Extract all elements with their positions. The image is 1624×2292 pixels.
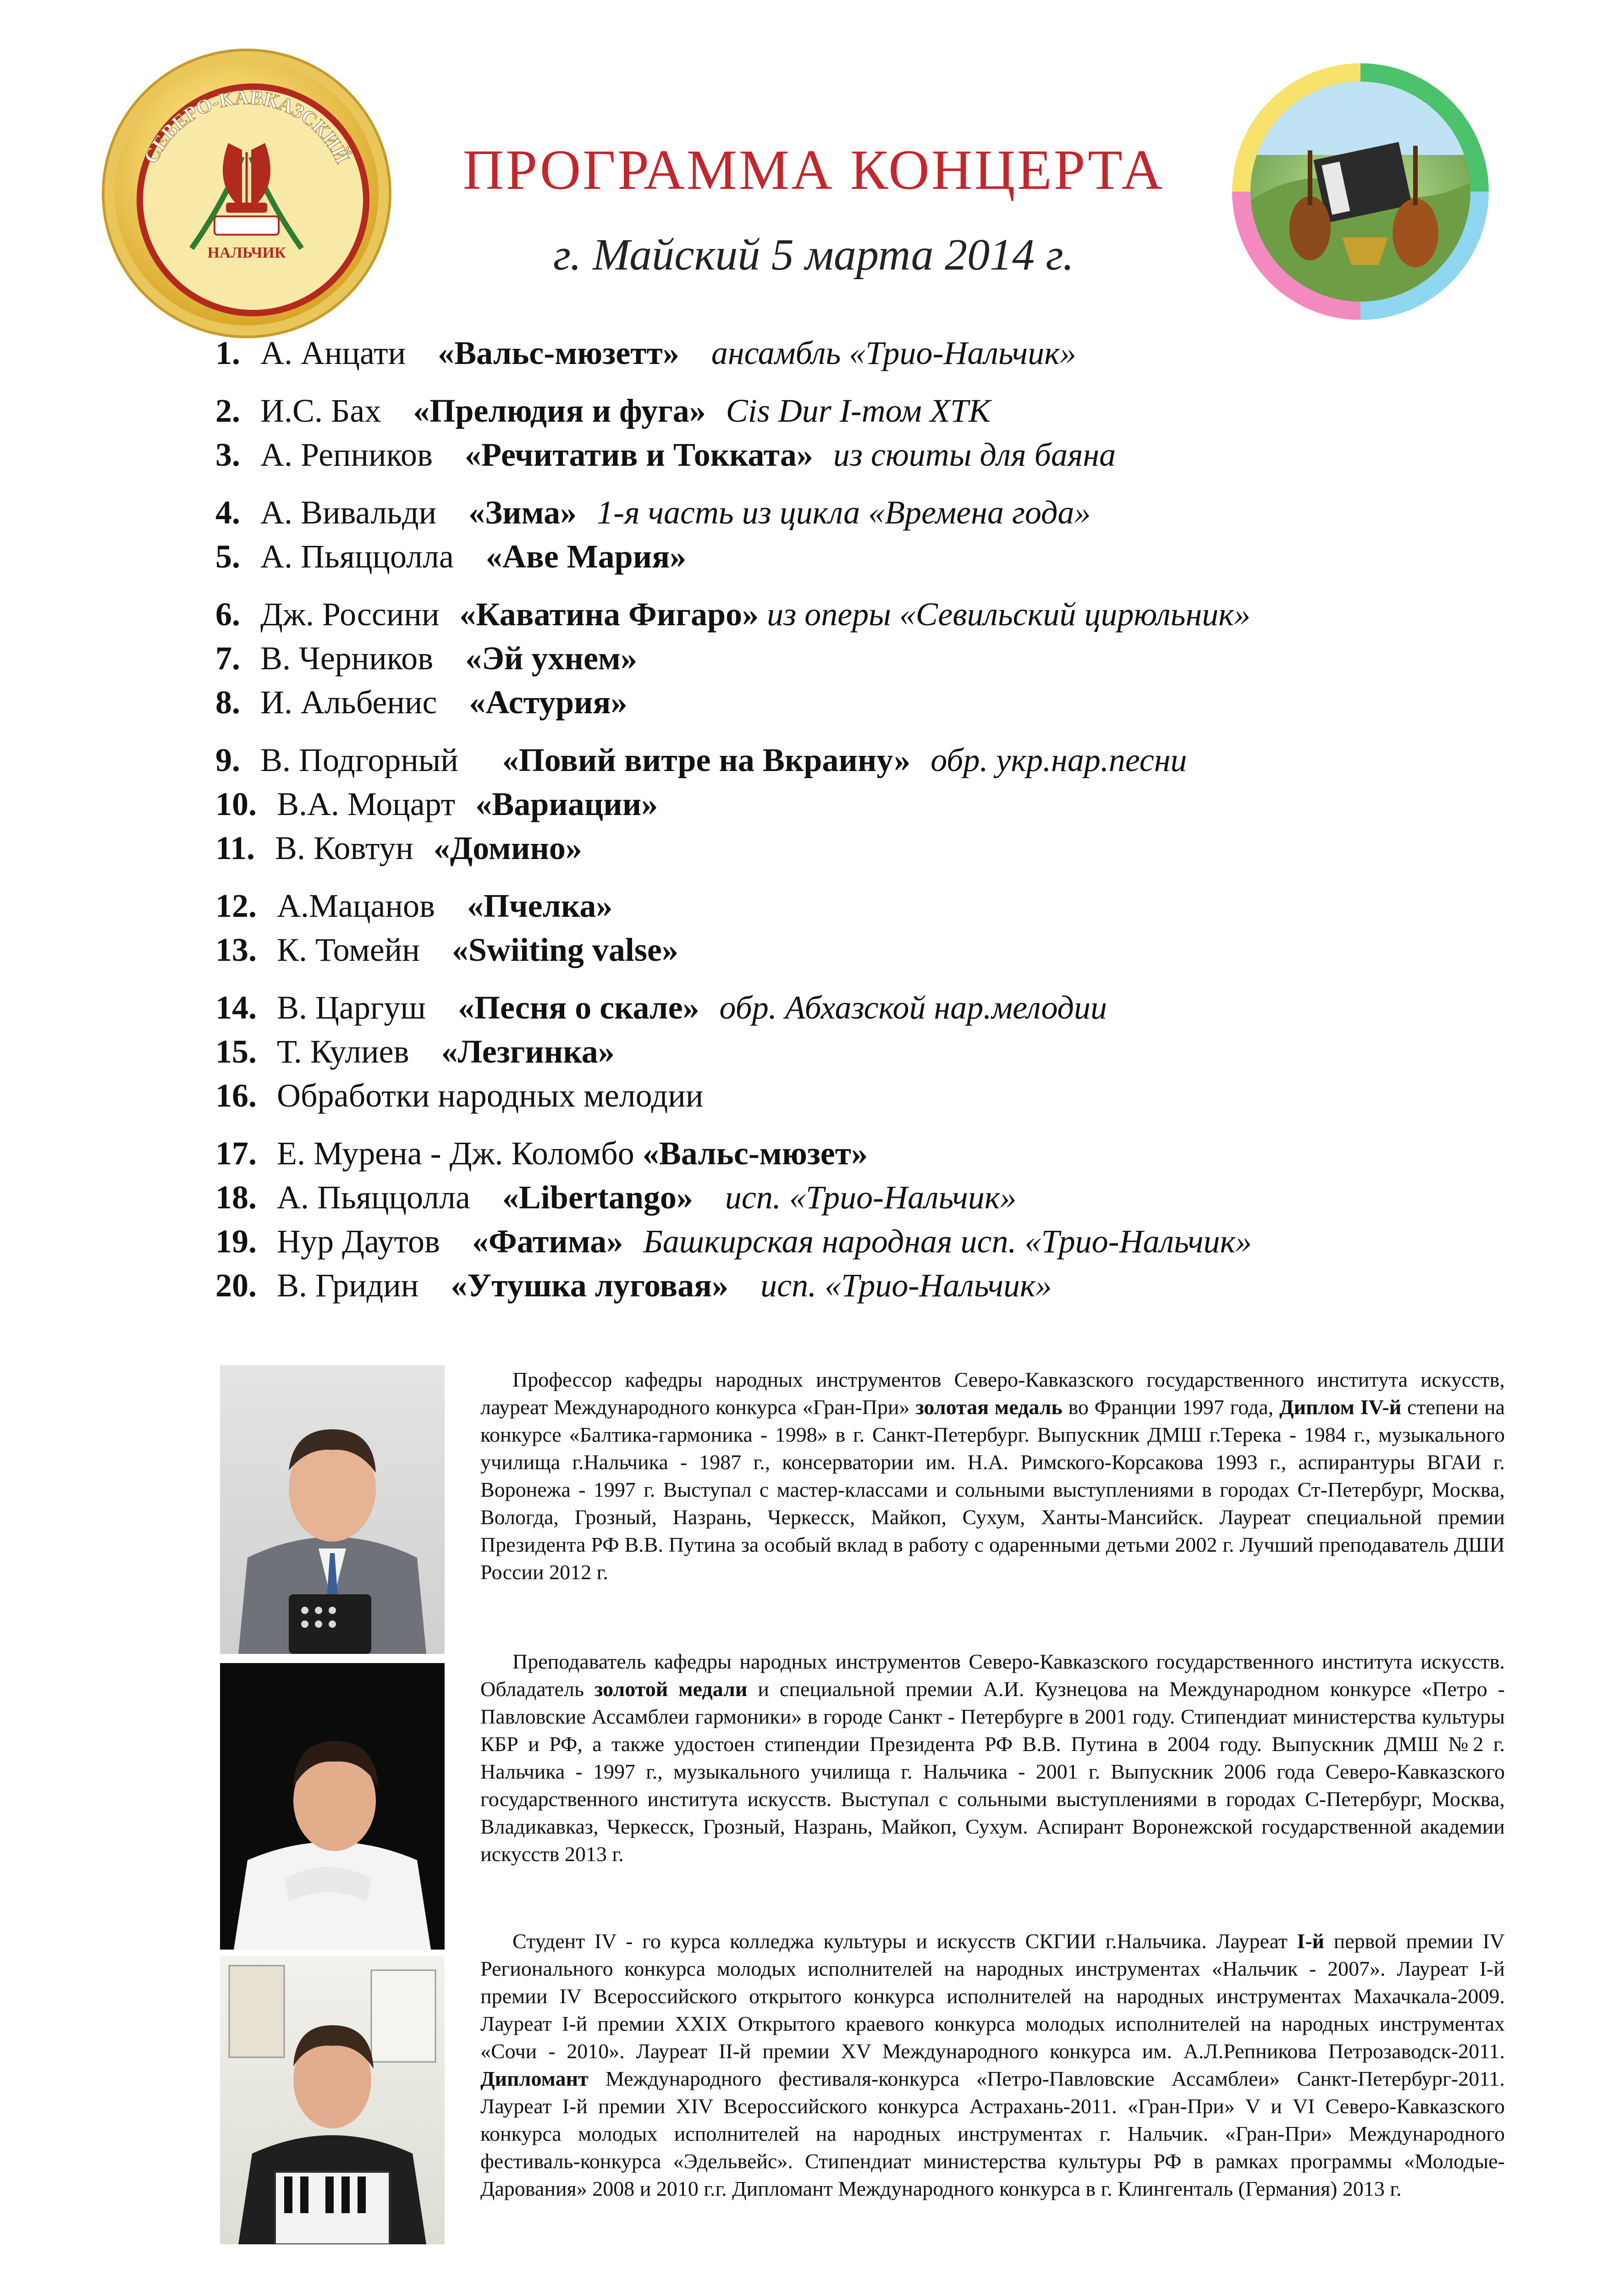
item-piece: «Зима» xyxy=(468,494,577,531)
svg-text:СЕВЕРО-КАВКАЗСКИЙ: СЕВЕРО-КАВКАЗСКИЙ xyxy=(139,86,354,167)
program-item xyxy=(215,1030,1545,1074)
svg-text:НАЛЬЧИК: НАЛЬЧИК xyxy=(207,244,286,261)
item-note: исп. «Трио-Нальчик» xyxy=(760,1267,1052,1304)
item-piece: «Пчелка» xyxy=(467,887,613,924)
item-piece: «Песня о скале» xyxy=(457,989,699,1026)
item-note: обр. укр.нар.песни xyxy=(930,742,1187,778)
concert-place-date: г. Майский 5 марта 2014 г. xyxy=(553,230,1074,280)
item-number: 1. xyxy=(215,335,240,371)
program-item xyxy=(215,433,1545,477)
bio-text: во Франции 1997 года, xyxy=(1062,1395,1280,1419)
bio-highlight: золотая медаль xyxy=(915,1395,1062,1419)
item-number: 14. xyxy=(215,989,257,1026)
item-number: 10. xyxy=(215,786,257,822)
festival-emblem xyxy=(1232,63,1489,320)
emblem-lettering xyxy=(105,51,389,336)
bio-paragraph-2 xyxy=(480,1648,1505,1868)
performer-photo-3 xyxy=(220,1956,445,2244)
bio-highlight: Диплом IV-й xyxy=(1279,1395,1402,1419)
item-composer: Нур Даутов xyxy=(277,1223,440,1260)
program-item xyxy=(215,592,1545,636)
item-piece: «Эй ухнем» xyxy=(465,640,637,677)
item-composer: А. Пьяццолла xyxy=(260,538,454,575)
item-note: из сюиты для баяна xyxy=(833,436,1116,473)
bio-text: первой премии IV Регионального конкурса молодых исполнителей на народных инструментах «Нальчик - 2007». Лауреат I-й премии IV Всероссийского открытого конкурса исполнителей на народных инструментах Махачкала-2009. Лауреат I-й премии XXIX Открытого краевого конкурса молодых исполнителей на народных инструментах «Сочи - 2010». Лауреат II-й премии XV Международного конкурса им. А.Л.Репникова Петрозаводск-2011. xyxy=(480,1929,1505,2063)
page-title: ПРОГРАММА КОНЦЕРТА xyxy=(462,138,1165,201)
item-piece: «Swiiting valse» xyxy=(451,931,678,968)
item-number: 12. xyxy=(215,887,257,924)
bio-paragraph-1 xyxy=(480,1366,1505,1586)
item-piece: «Утушка луговая» xyxy=(451,1267,729,1304)
program-item xyxy=(215,1074,1545,1118)
item-piece: «Повий витре на Вкраину» xyxy=(502,742,911,778)
item-composer: А. Вивальди xyxy=(260,494,437,531)
item-composer: Т. Кулиев xyxy=(277,1033,409,1070)
item-composer: В. Ковтун xyxy=(275,830,413,866)
item-composer: И.С. Бах xyxy=(260,392,381,429)
instruments-picture xyxy=(1250,82,1470,302)
item-composer: К. Томейн xyxy=(277,931,420,968)
item-number: 3. xyxy=(215,436,240,473)
item-piece: «Астурия» xyxy=(469,684,628,721)
bio-text: степени на конкурсе «Балтика-гармоника - 1998» в г. Санкт-Петербург. Выпускник ДМШ г.Терека - 1984 г., музыкального училища г.Нальчика - 1987 г., консерватории им. Н.А. Римского-Корсакова 1993 г., аспирантуры ВГАИ г. Воронежа - 1997 г. Выступал с мастер-классами и сольными выступлениями в городах Ст-Петербург, Москва, Вологда, Грозный, Назрань, Черкесск, Майкоп, Сухум, Ханты-Мансийск. Лауреат специальной премии Президента РФ В.В. Путина за особый вклад в работу с одаренными детьми 2002 г. Лучший преподаватель ДШИ России 2012 г. xyxy=(480,1395,1505,1584)
program-item xyxy=(215,1175,1545,1219)
program-item xyxy=(215,534,1545,579)
item-number: 9. xyxy=(215,742,240,778)
item-composer: Е. Мурена - Дж. Коломбо xyxy=(277,1135,634,1172)
item-number: 11. xyxy=(215,830,255,866)
bio-highlight: Дипломант xyxy=(480,2067,589,2090)
item-composer: В. Гридин xyxy=(277,1267,419,1304)
item-piece: «Домино» xyxy=(433,830,582,866)
bio-highlight: золотой медали xyxy=(594,1677,748,1701)
item-piece: «Вальс-мюзет» xyxy=(642,1135,868,1172)
bio-text: Студент IV - го курса колледжа культуры и искусств СКГИИ г.Нальчика. Лауреат xyxy=(512,1929,1297,1953)
program-item xyxy=(215,331,1545,375)
item-note: 1-я часть из цикла «Времена года» xyxy=(597,494,1091,531)
item-composer: В. Подгорный xyxy=(260,742,458,778)
item-number: 5. xyxy=(215,538,240,575)
program-item xyxy=(215,389,1545,433)
program-item xyxy=(215,1219,1545,1263)
item-number: 19. xyxy=(215,1223,257,1260)
bio-highlight: I-й xyxy=(1297,1929,1325,1953)
item-number: 2. xyxy=(215,392,240,429)
item-composer: А. Пьяццолла xyxy=(277,1179,470,1216)
institute-emblem xyxy=(105,51,389,336)
item-piece: «Вариации» xyxy=(475,786,658,822)
bio-text: Профессор кафедры народных инструментов Северо-Кавказского государственного института искусств, лауреат Международного конкурса «Гран-При» xyxy=(480,1368,1505,1419)
item-note: исп. «Трио-Нальчик» xyxy=(725,1179,1017,1216)
item-number: 18. xyxy=(215,1179,257,1216)
item-composer: В. Черников xyxy=(260,640,434,677)
item-number: 15. xyxy=(215,1033,257,1070)
item-number: 13. xyxy=(215,931,257,968)
performer-photo-1 xyxy=(220,1365,445,1654)
bio-text: и специальной премии А.И. Кузнецова на Международном конкурсе «Петро - Павловские Ассамблеи гармоники» в городе Санкт - Петербурге в 2001 году. Стипендиат министерства культуры КБР и РФ, а также удостоен стипендии Президента РФ В.В. Путина в 2004 году. Выпускник ДМШ №2 г. Нальчика - 1997 г., музыкального училища г. Нальчика - 2001 г. Выпускник 2006 года Северо-Кавказского государственного института искусств. Выступал с сольными выступлениями в городах С-Петербург, Москва, Владикавказ, Черкесск, Грозный, Назрань, Майкоп, Сухум. Аспирант Воронежской государственной академии искусств 2013 г. xyxy=(480,1677,1505,1866)
item-number: 4. xyxy=(215,494,240,531)
item-composer: Дж. Россини xyxy=(260,596,440,633)
item-note: ансамбль «Трио-Нальчик» xyxy=(711,335,1076,371)
item-piece: «Каватина Фигаро» xyxy=(459,596,759,633)
program-item xyxy=(215,826,1545,870)
item-composer: И. Альбенис xyxy=(260,684,437,721)
bio-text: Международного фестиваля-конкурса «Петро-Павловские Ассамблеи» Санкт-Петербург-2011. Лауреат I-й премии XIV Всероссийского конкурса Астрахань-2011. «Гран-При» V и VI Северо-Кавказского конкурса молодых исполнителей на народных инструментах г. Нальчик. «Гран-При» Международного фестиваль-конкурса «Эдельвейс». Стипендиат министерства культуры РФ в рамках программы «Молодые-Дарования» 2008 и 2010 г.г. Дипломант Международного конкурса в г. Клингенталь (Германия) 2013 г. xyxy=(480,2067,1505,2200)
item-note: из оперы «Севильский цирюльник» xyxy=(767,596,1250,633)
item-piece: «Лезгинка» xyxy=(441,1033,615,1070)
program-item xyxy=(215,1263,1545,1307)
program-item xyxy=(215,782,1545,826)
item-number: 6. xyxy=(215,596,240,633)
item-composer: А. Анцати xyxy=(260,335,406,371)
item-note: обр. Абхазской нар.мелодии xyxy=(719,989,1107,1026)
item-number: 7. xyxy=(215,640,240,677)
item-composer: В. Царгуш xyxy=(277,989,426,1026)
item-composer: В.А. Моцарт xyxy=(277,786,456,822)
item-piece: «Прелюдия и фуга» xyxy=(413,392,706,429)
item-composer: Обработки народных мелодии xyxy=(277,1077,704,1114)
program-item xyxy=(215,636,1545,680)
program-item xyxy=(215,928,1545,972)
program-list xyxy=(215,331,1545,1307)
program-item xyxy=(215,986,1545,1030)
item-piece: «Аве Мария» xyxy=(485,538,687,575)
item-piece: «Libertango» xyxy=(502,1179,693,1216)
item-number: 20. xyxy=(215,1267,257,1304)
item-number: 16. xyxy=(215,1077,257,1114)
program-item xyxy=(215,1131,1545,1175)
program-item xyxy=(215,490,1545,534)
program-item xyxy=(215,884,1545,928)
item-number: 8. xyxy=(215,684,240,721)
item-composer: А.Мацанов xyxy=(277,887,435,924)
item-composer: А. Репников xyxy=(260,436,433,473)
program-item xyxy=(215,738,1545,782)
item-piece: «Вальс-мюзетт» xyxy=(438,335,679,371)
item-piece: «Фатима» xyxy=(472,1223,623,1260)
performer-photo-2 xyxy=(220,1663,445,1950)
item-number: 17. xyxy=(215,1135,257,1172)
bio-paragraph-3 xyxy=(480,1928,1505,2203)
item-piece: «Речитатив и Токката» xyxy=(464,436,813,473)
item-note: Башкирская народная исп. «Трио-Нальчик» xyxy=(643,1223,1252,1260)
program-item xyxy=(215,680,1545,724)
bio-text: Преподаватель кафедры народных инструментов Северо-Кавказского государственного института искусств. Обладатель xyxy=(480,1650,1505,1701)
item-note: Cis Dur I-том ХТК xyxy=(726,392,991,429)
